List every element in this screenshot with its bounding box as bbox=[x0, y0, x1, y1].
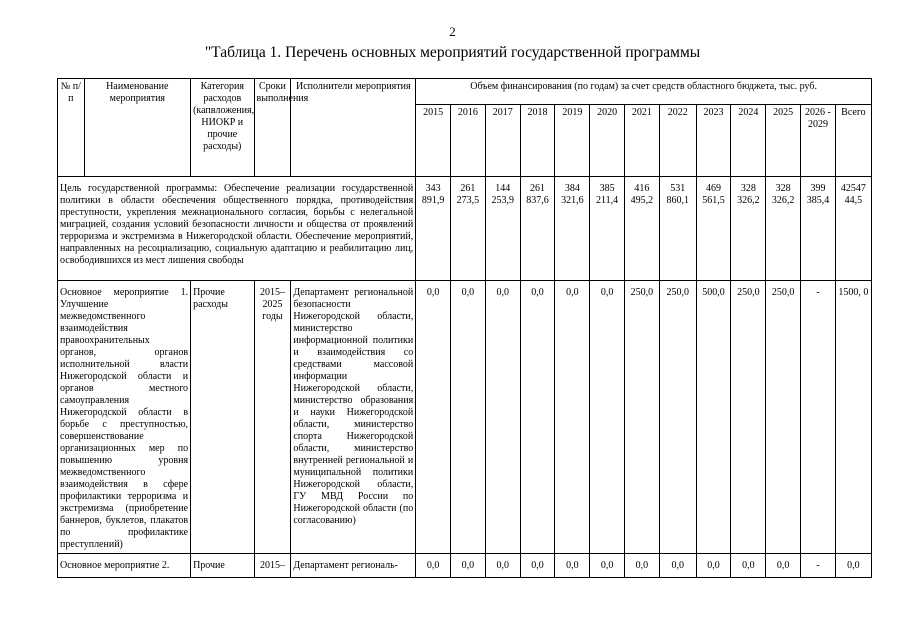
goal-row bbox=[58, 177, 872, 281]
activity-value: 250,0 bbox=[625, 281, 660, 554]
header-category: Категория расходов (капвложения, НИОКР и прочие расходы) bbox=[191, 79, 254, 177]
activity-value: 0,0 bbox=[555, 281, 590, 554]
header-year: 2018 bbox=[520, 105, 555, 177]
header-year: 2016 bbox=[451, 105, 486, 177]
goal-value: 42547 44,5 bbox=[835, 177, 871, 281]
header-year: 2025 bbox=[766, 105, 801, 177]
activity-value: 0,0 bbox=[520, 554, 555, 578]
goal-value: 469 561,5 bbox=[696, 177, 731, 281]
header-year: 2015 bbox=[416, 105, 451, 177]
header-year: 2017 bbox=[485, 105, 520, 177]
header-year: 2024 bbox=[731, 105, 766, 177]
header-year: 2019 bbox=[555, 105, 590, 177]
header-funding: Объем финансирования (по годам) за счет средств областного бюджета, тыс. руб. bbox=[416, 79, 872, 105]
goal-value: 261 273,5 bbox=[451, 177, 486, 281]
goal-value: 328 326,2 bbox=[731, 177, 766, 281]
activity-name: Основное мероприятие 1. Улучшение межведомственного взаимодействия правоохранительных органов, органов исполнительной власти Нижегородской области и органов местного самоуправления Нижегородской области в борьбе с преступностью, совершенствование организационных мер по повышению уровня межведомственного взаимодействия в сфере профилактики терроризма и экстремизма (приобретение баннеров, буклетов, плакатов по профилактике преступлений) bbox=[58, 281, 191, 554]
activity-value: 0,0 bbox=[416, 554, 451, 578]
activity-value: 0,0 bbox=[485, 281, 520, 554]
activity-value: 0,0 bbox=[451, 554, 486, 578]
activity-value: 0,0 bbox=[520, 281, 555, 554]
goal-value: 385 211,4 bbox=[590, 177, 625, 281]
activity-executors: Департамент региональной безопасности Нижегородской области, министерство информационной политики и взаимодействия со средствами массовой информации Нижегородской области, министерство образования и науки Нижегородской области, министерство спорта Нижегородской области, министерство внутренней региональной и муниципальной политики Нижегородской области, ГУ МВД России по Нижегородской области (по согласованию) bbox=[291, 281, 416, 554]
goal-value: 399 385,4 bbox=[801, 177, 836, 281]
header-num: № п/п bbox=[58, 79, 85, 177]
goal-value: 343 891,9 bbox=[416, 177, 451, 281]
activity-value: 250,0 bbox=[659, 281, 696, 554]
header-year: 2026 - 2029 bbox=[801, 105, 836, 177]
activity-value: 0,0 bbox=[835, 554, 871, 578]
header-year: 2021 bbox=[625, 105, 660, 177]
table-row bbox=[58, 281, 872, 554]
activity-value: 1500, 0 bbox=[835, 281, 871, 554]
header-year: 2022 bbox=[659, 105, 696, 177]
goal-value: 261 837,6 bbox=[520, 177, 555, 281]
header-year: Всего bbox=[835, 105, 871, 177]
table-row bbox=[58, 554, 872, 578]
activity-value: 250,0 bbox=[731, 281, 766, 554]
activity-executors: Департамент региональ- bbox=[291, 554, 416, 578]
activity-name: Основное мероприятие 2. bbox=[58, 554, 191, 578]
activity-value: - bbox=[801, 281, 836, 554]
activity-value: 0,0 bbox=[590, 554, 625, 578]
activity-value: - bbox=[801, 554, 836, 578]
activity-value: 0,0 bbox=[590, 281, 625, 554]
goal-value: 531 860,1 bbox=[659, 177, 696, 281]
activity-value: 0,0 bbox=[625, 554, 660, 578]
activity-value: 0,0 bbox=[555, 554, 590, 578]
activity-value: 500,0 bbox=[696, 281, 731, 554]
header-name: Наименование мероприятия bbox=[84, 79, 190, 177]
activity-value: 0,0 bbox=[485, 554, 520, 578]
activity-category: Прочие расходы bbox=[191, 281, 254, 554]
table-title: "Таблица 1. Перечень основных мероприятий государственной программы bbox=[204, 44, 701, 61]
activity-value: 0,0 bbox=[731, 554, 766, 578]
activity-value: 250,0 bbox=[766, 281, 801, 554]
goal-value: 384 321,6 bbox=[555, 177, 590, 281]
header-year: 2020 bbox=[590, 105, 625, 177]
header-year: 2023 bbox=[696, 105, 731, 177]
activity-terms: 2015– 2025 годы bbox=[254, 281, 291, 554]
goal-text: Цель государственной программы: Обеспечение реализации государственной политики в области обеспечения общественного порядка, противодействия преступности, укрепления межнационального согласия, борьбы с нелегальной миграцией, создания условий безопасности личности и общества от проявлений терроризма и экстремизма в Нижегородской области. Обеспечение мероприятий, направленных на ресоциализацию, социальную адаптацию и реабилитацию лиц, освободившихся из мест лишения свободы bbox=[58, 177, 416, 281]
goal-value: 328 326,2 bbox=[766, 177, 801, 281]
activity-category: Прочие bbox=[191, 554, 254, 578]
activity-value: 0,0 bbox=[696, 554, 731, 578]
activity-value: 0,0 bbox=[766, 554, 801, 578]
goal-value: 416 495,2 bbox=[625, 177, 660, 281]
activity-value: 0,0 bbox=[416, 281, 451, 554]
activity-terms: 2015– bbox=[254, 554, 291, 578]
program-table bbox=[57, 78, 872, 578]
goal-value: 144 253,9 bbox=[485, 177, 520, 281]
activity-value: 0,0 bbox=[659, 554, 696, 578]
page-number: 2 bbox=[449, 24, 456, 39]
header-executors: Исполнители мероприятия bbox=[291, 79, 416, 177]
activity-value: 0,0 bbox=[451, 281, 486, 554]
header-terms: Сроки выполнения bbox=[254, 79, 291, 177]
